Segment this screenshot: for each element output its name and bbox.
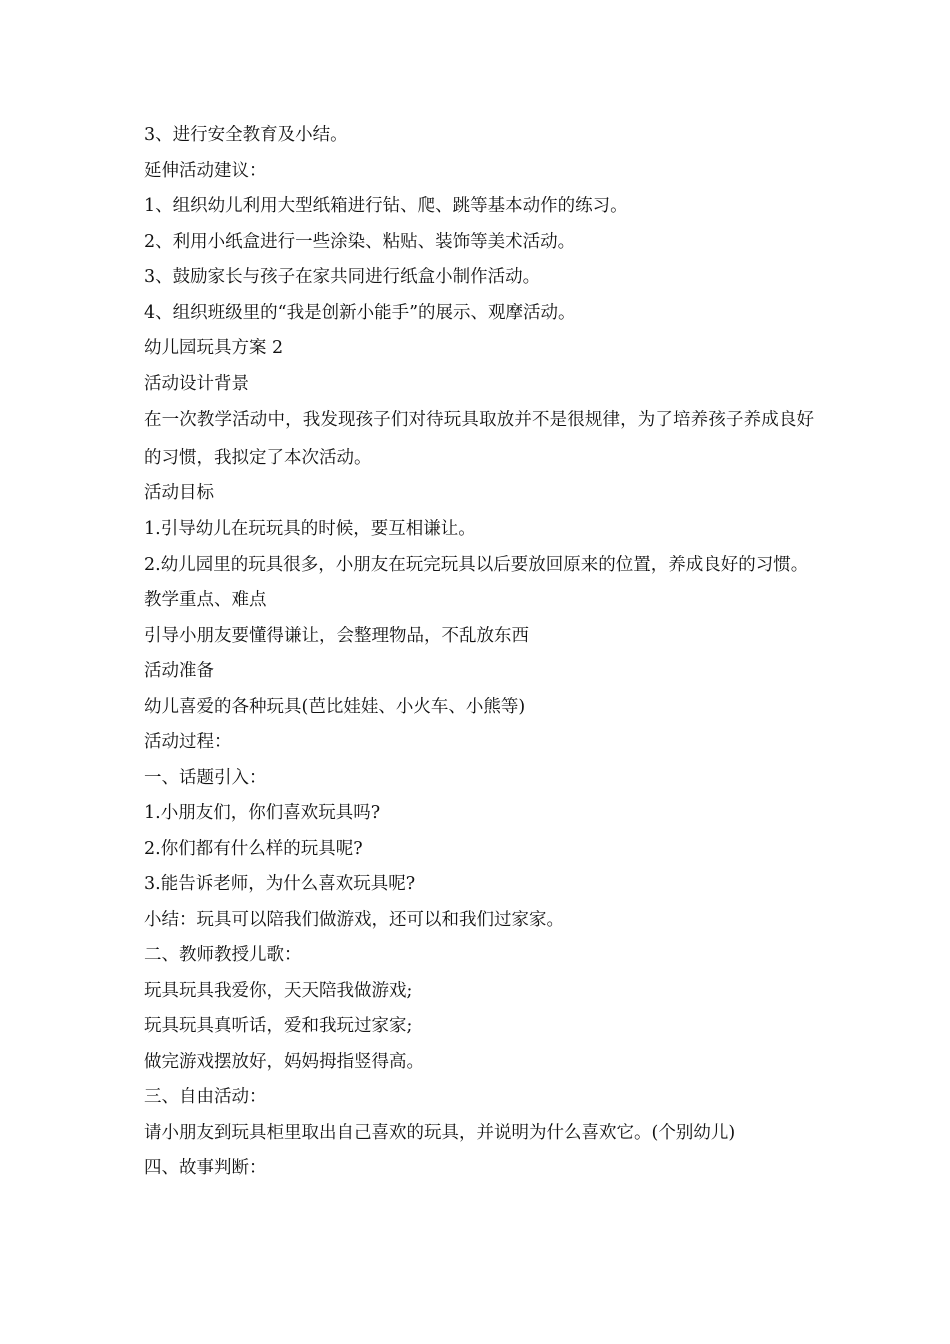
text-line: 4、组织班级里的“我是创新小能手”的展示、观摩活动。 <box>144 302 576 323</box>
section-heading: 延伸活动建议： <box>144 160 267 181</box>
text-line: 小结：玩具可以陪我们做游戏，还可以和我们过家家。 <box>144 909 564 930</box>
text-line: 幼儿喜爱的各种玩具(芭比娃娃、小火车、小熊等) <box>144 696 526 717</box>
text-line: 1.引导幼儿在玩玩具的时候，要互相谦让。 <box>144 518 476 539</box>
text-line: 3.能告诉老师，为什么喜欢玩具呢? <box>144 874 416 894</box>
section-heading: 四、故事判断： <box>144 1158 267 1178</box>
text-line: 1、组织幼儿利用大型纸箱进行钻、爬、跳等基本动作的练习。 <box>144 196 628 216</box>
section-heading: 活动目标 <box>144 483 214 503</box>
section-heading: 三、自由活动： <box>144 1087 267 1107</box>
section-heading: 教学重点、难点 <box>144 590 267 610</box>
text-paragraph: 2.幼儿园里的玩具很多，小朋友在玩完玩具以后要放回原来的位置，养成良好的习惯。 <box>144 555 809 575</box>
text-line: 引导小朋友要懂得谦让，会整理物品，不乱放东西 <box>144 625 529 646</box>
text-line: 2.你们都有什么样的玩具呢? <box>144 838 363 859</box>
text-line: 3、鼓励家长与孩子在家共同进行纸盒小制作活动。 <box>144 267 541 287</box>
section-heading: 活动准备 <box>144 661 214 681</box>
text-line: 3、进行安全教育及小结。 <box>144 125 348 145</box>
section-heading: 活动过程： <box>144 732 232 752</box>
text-line: 请小朋友到玩具柜里取出自己喜欢的玩具，并说明为什么喜欢它。(个别幼儿) <box>144 1122 736 1143</box>
text-line: 2、利用小纸盒进行一些涂染、粘贴、装饰等美术活动。 <box>144 231 576 252</box>
text-line: 玩具玩具真听话，爱和我玩过家家; <box>144 1016 413 1036</box>
document-title: 幼儿园玩具方案 2 <box>144 338 284 358</box>
text-line: 1.小朋友们，你们喜欢玩具吗? <box>144 803 381 823</box>
text-line: 做完游戏摆放好，妈妈拇指竖得高。 <box>144 1051 424 1072</box>
text-line: 玩具玩具我爱你，天天陪我做游戏; <box>144 980 413 1001</box>
section-heading: 活动设计背景 <box>144 373 249 394</box>
section-heading: 一、话题引入： <box>144 767 267 788</box>
section-heading: 二、教师教授儿歌： <box>144 945 302 965</box>
text-paragraph: 在一次教学活动中，我发现孩子们对待玩具取放并不是很规律，为了培养孩子养成良好的习惯，我拟定了本次活动。 <box>144 410 814 468</box>
document-body <box>144 118 814 1187</box>
